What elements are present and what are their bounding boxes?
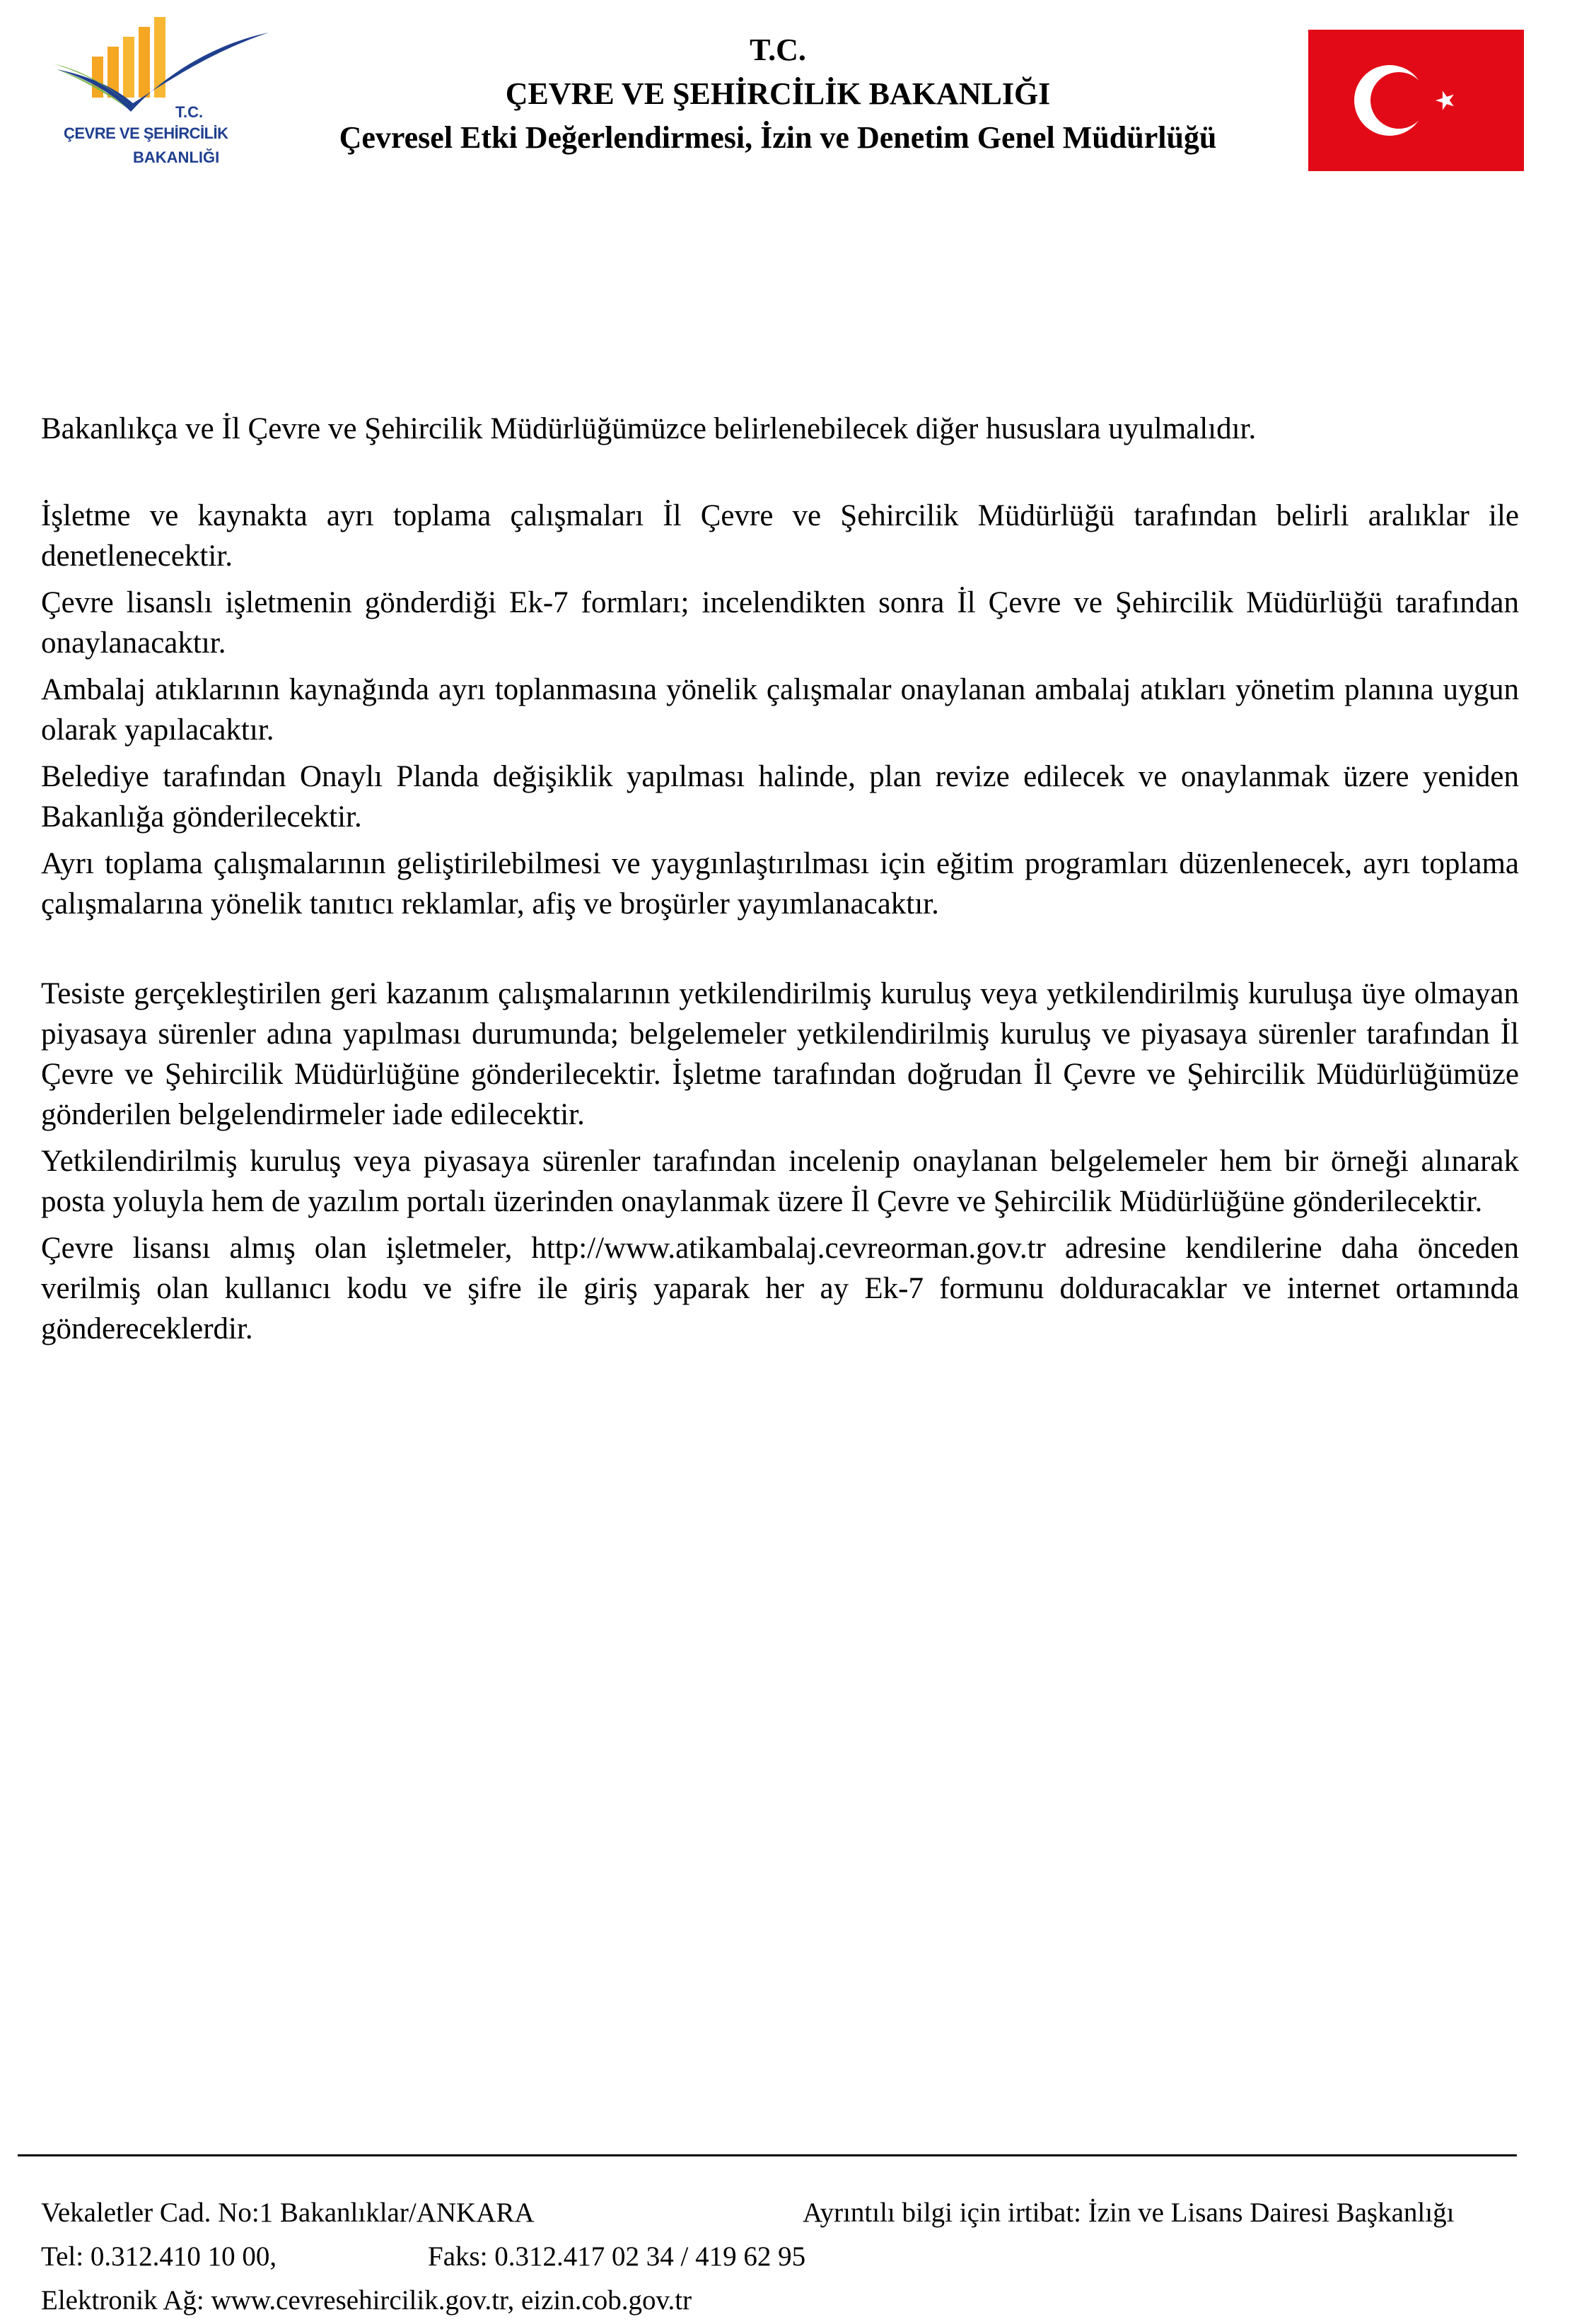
title-ministry: ÇEVRE VE ŞEHİRCİLİK BAKANLIĞI: [505, 76, 1051, 111]
footer-divider: [18, 2154, 1517, 2156]
title-tc: T.C.: [750, 33, 806, 67]
footer-phone: Tel: 0.312.410 10 00,: [41, 2241, 277, 2272]
logo-name-line2: BAKANLIĞI: [133, 148, 220, 166]
paragraph: Tesiste gerçekleştirilen geri kazanım çalışmalarının yetkilendirilmiş kuruluş veya yetkilendirilmiş kuruluşa üye olmayan piyasaya sürenler adına yapılması durumunda; belgelemeler yetkilendirilmiş kuruluş ve piyasaya sürenler tarafından İl Çevre ve Şehircilik Müdürlüğüne gönderilecektir. İşletme tarafından doğrudan İl Çevre ve Şehircilik Müdürlüğümüze gönderilen belgelendirmeler iade edilecektir.: [41, 977, 1519, 1131]
logo-tc-text: T.C.: [175, 103, 204, 121]
footer-contact-info: Ayrıntılı bilgi için irtibat: İzin ve Lisans Dairesi Başkanlığı: [803, 2197, 1455, 2228]
paragraph: Çevre lisansı almış olan işletmeler, http://www.atikambalaj.cevreorman.gov.tr adresine kendilerine daha önceden verilmiş olan kullanıcı kodu ve şifre ile giriş yaparak her ay Ek-7 formunu dolduracaklar ve internet ortamında göndereceklerdir.: [41, 1232, 1519, 1345]
footer-address: Vekaletler Cad. No:1 Bakanlıklar/ANKARA: [41, 2197, 535, 2228]
turkish-flag-icon: [1308, 30, 1524, 171]
paragraph: Ayrı toplama çalışmalarının geliştirilebilmesi ve yaygınlaştırılması için eğitim programları düzenlenecek, ayrı toplama çalışmalarına yönelik tanıtıcı reklamlar, afiş ve broşürler yayımlanacaktır.: [41, 847, 1519, 921]
turkish-flag: [1308, 30, 1524, 171]
footer-fax: Faks: 0.312.417 02 34 / 419 62 95: [428, 2241, 806, 2272]
title-directorate: Çevresel Etki Değerlendirmesi, İzin ve Denetim Genel Müdürlüğü: [339, 120, 1217, 155]
document-body: [41, 409, 1519, 1355]
paragraph: Belediye tarafından Onaylı Planda değişiklik yapılması halinde, plan revize edilecek ve onaylanmak üzere yeniden Bakanlığa gönderilecektir.: [41, 760, 1519, 834]
footer-web: Elektronik Ağ: www.cevresehircilik.gov.tr, eizin.cob.gov.tr: [41, 2285, 692, 2316]
letterhead: [0, 0, 1589, 184]
paragraph: Ambalaj atıklarının kaynağında ayrı toplanmasına yönelik çalışmalar onaylanan ambalaj atıkları yönetim planına uygun olarak yapılacaktır.: [41, 673, 1519, 747]
paragraph: İşletme ve kaynakta ayrı toplama çalışmaları İl Çevre ve Şehircilik Müdürlüğü tarafından belirli aralıklar ile denetlenecektir.: [41, 499, 1519, 573]
logo-name-line1: ÇEVRE VE ŞEHİRCİLİK: [64, 124, 228, 142]
paragraph: Yetkilendirilmiş kuruluş veya piyasaya sürenler tarafından incelenip onaylanan belgelemeler hem bir örneği alınarak posta yoluyla hem de yazılım portalı üzerinden onaylanmak üzere İl Çevre ve Şehircilik Müdürlüğüne gönderilecektir.: [41, 1145, 1519, 1218]
paragraph: Bakanlıkça ve İl Çevre ve Şehircilik Müdürlüğümüzce belirlenebilecek diğer hususlara uyulmalıdır.: [41, 412, 1257, 445]
letterhead-titles: [276, 28, 1280, 160]
ministry-logo-mark: [50, 13, 276, 119]
ministry-logo: [50, 13, 276, 182]
paragraph: Çevre lisanslı işletmenin gönderdiği Ek-7 formları; incelendikten sonra İl Çevre ve Şehircilik Müdürlüğü tarafından onaylanacaktır.: [41, 586, 1519, 660]
